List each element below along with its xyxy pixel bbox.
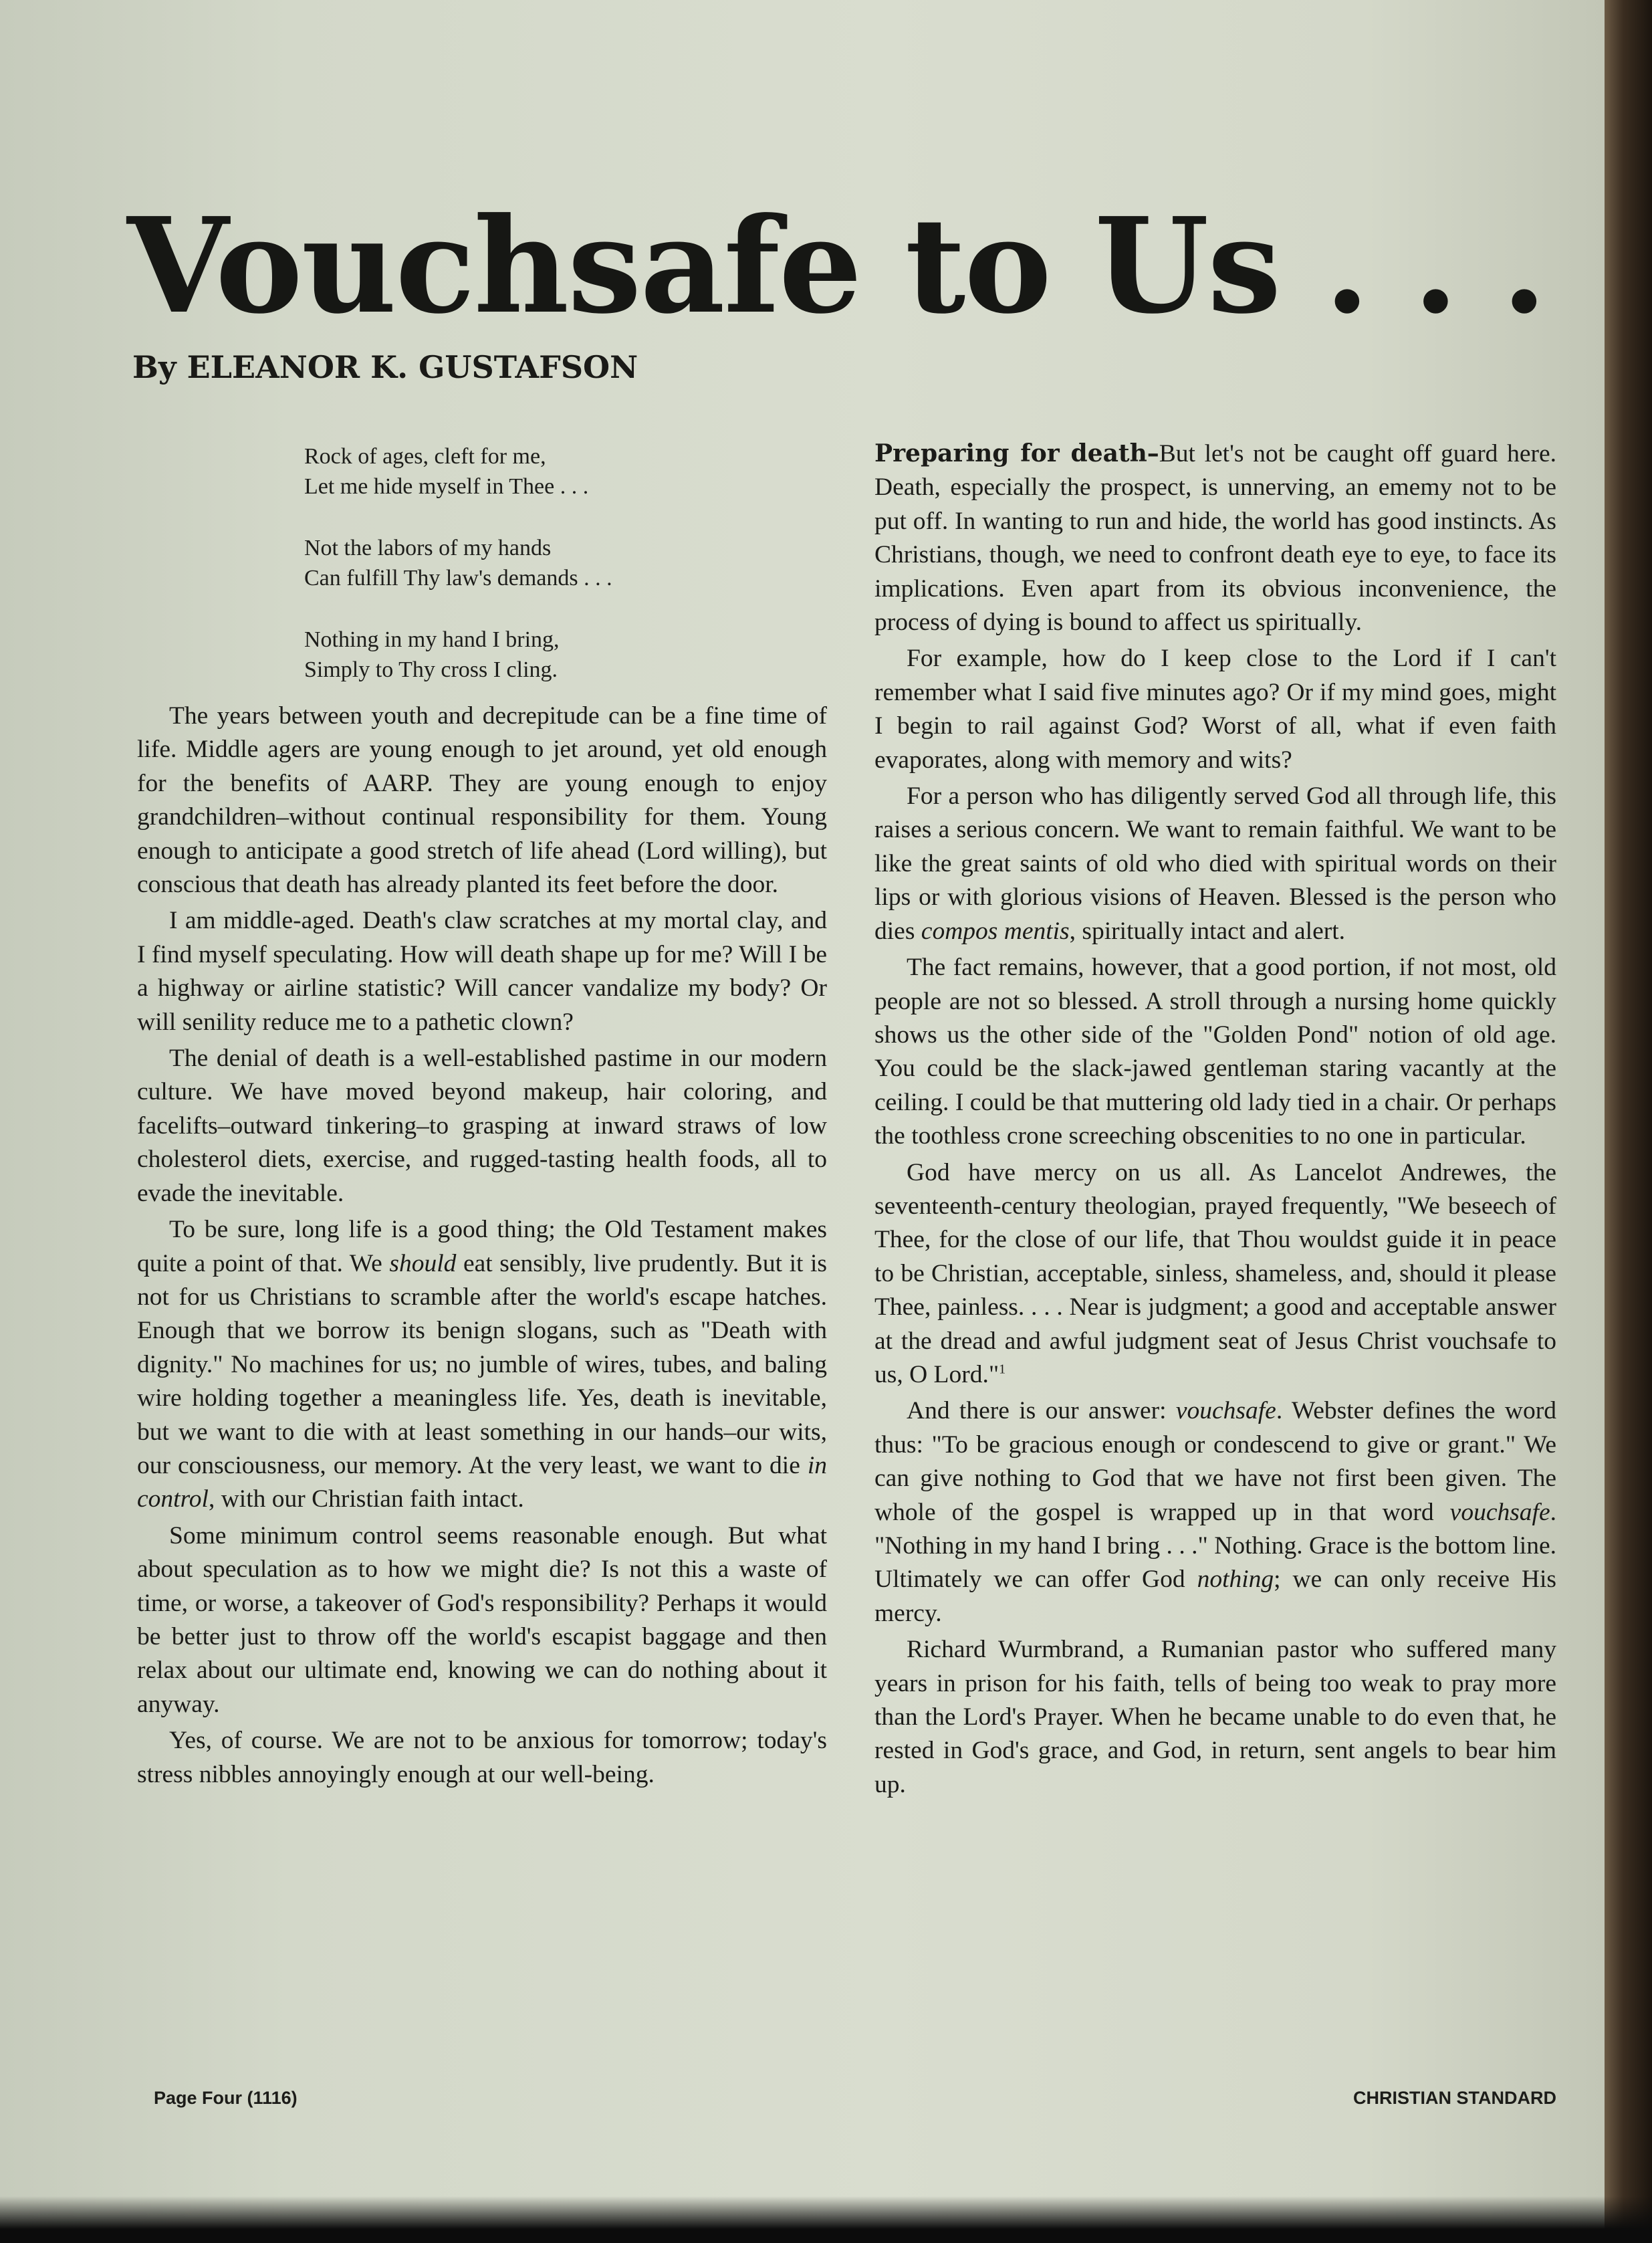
scan-shadow: [0, 2196, 1652, 2243]
text-run: But let's not be caught off guard here. Death, especially the prospect, is unnerving, an ememy not to be put off. In wanting to run and hide, the world has good instincts. As Christians, though, we need to confront death eye to eye, to face its implications. Even apart from its obvious inconvenience, the process of dying is bound to affect us spiritually.: [874, 440, 1556, 637]
binding-edge: [1605, 0, 1652, 2243]
text-run: , with our Christian faith intact.: [208, 1485, 524, 1513]
paragraph: The years between youth and decrepitude can be a fine time of life. Middle agers are young enough to jet around, yet old enough for the benefits of AARP. They are young enough to enjoy grandchildren–without continual responsibility for them. Young enough to anticipate a good stretch of life ahead (Lord willing), but conscious that death has already planted its feet before the door.: [137, 702, 827, 899]
emphasis: vouchsafe: [1449, 1498, 1550, 1526]
text-run: And there is our answer:: [907, 1397, 1176, 1425]
paragraph: Richard Wurmbrand, a Rumanian pastor who suffered many years in prison for his faith, tells of being too weak to pray more than the Lord's Prayer. When he became unable to do even that, he rested in God's grace, and God, in return, sent angels to bear him up.: [874, 1636, 1556, 1798]
text-run: God have mercy on us all. As Lancelot Andrewes, the seventeenth-century theologian, prayed frequently, "We beseech of Thee, for the close of our life, that Thou wouldst guide it in peace to be Christian, acceptable, sinless, shameless, and, should it please Thee, painless. . . . Near is judgment; a good and acceptable answer at the dread and awful judgment seat of Jesus Christ vouchsafe to us, O Lord.": [874, 1158, 1556, 1388]
hymn-epigraph: [304, 441, 612, 685]
paragraph: For example, how do I keep close to the Lord if I can't remember what I said five minutes ago? Or if my mind goes, might I begin to rail against God? Worst of all, what if even faith evaporates, along with memory and wits?: [874, 645, 1556, 774]
paragraph: The fact remains, however, that a good portion, if not most, old people are not so blessed. A stroll through a nursing home quickly shows us the other side of the "Golden Pond" notion of old age. You could be the slack-jawed gentleman staring vacantly at the ceiling. I could be that muttering old lady tied in a chair. Or perhaps the toothless crone screeching obscenities to no one in particular.: [874, 954, 1556, 1150]
article-byline: By ELEANOR K. GUSTAFSON: [132, 349, 638, 385]
footnote-marker: 1: [999, 1362, 1006, 1377]
paragraph: Yes, of course. We are not to be anxious for tomorrow; today's stress nibbles annoyingly enough at our well-being.: [137, 1727, 827, 1788]
text-run: . Webster defines the word thus: "To be gracious enough or condescend to give or grant." We can give nothing to God that we have not first been given. The whole of the gospel is wrapped up in that word: [874, 1397, 1556, 1526]
publication-name: CHRISTIAN STANDARD: [1353, 2088, 1556, 2108]
left-column: [137, 700, 827, 1794]
emphasis: in control: [137, 1451, 827, 1513]
text-run: , spiritually intact and alert.: [1069, 917, 1346, 945]
hymn-stanza: [304, 625, 612, 685]
paragraph: Some minimum control seems reasonable enough. But what about speculation as to how we might die? Is not this a waste of time, or worse, a takeover of God's responsibility? Perhaps it would be better just to throw off the world's escapist baggage and then relax about our ultimate end, knowing we can do nothing about it anyway.: [137, 1521, 827, 1718]
text-run: eat sensibly, live prudently. But it is not for us Christians to scramble after the world's escape hatches. Enough that we borrow its benign slogans, such as "Death with dignity." No machines for us; no jumble of wires, tubes, and baling wire holding together a meaningless life. Yes, death is inevitable, but we want to die with at least something in our hands–our wits, our consciousness, our memory. At the very least, we want to die: [137, 1249, 827, 1479]
hymn-stanza: [304, 533, 612, 593]
text-run: ; we can only receive His mercy.: [874, 1566, 1556, 1627]
article-title: Vouchsafe to Us . . .: [127, 189, 1546, 343]
emphasis: should: [389, 1249, 457, 1277]
paragraph: [137, 1213, 827, 1517]
text-run: For a person who has diligently served God all through life, this raises a serious concern. We want to remain faithful. We want to be like the great saints of old who died with spiritual words on their lips or with glorious visions of Heaven. Blessed is the person who dies: [874, 782, 1556, 945]
hymn-line: Nothing in my hand I bring,: [304, 627, 560, 652]
emphasis: compos mentis: [921, 917, 1070, 945]
page-number: Page Four (1116): [154, 2088, 298, 2108]
hymn-line: Let me hide myself in Thee . . .: [304, 474, 589, 499]
hymn-line: Can fulfill Thy law's demands . . .: [304, 566, 612, 591]
right-column: [874, 437, 1556, 1804]
paragraph: [874, 780, 1556, 948]
paragraph: I am middle-aged. Death's claw scratches at my mortal clay, and I find myself speculating. How will death shape up for me? Will I be a highway or airline statistic? Will cancer vandalize my body? Or will senility reduce me to a pathetic clown?: [137, 907, 827, 1036]
paragraph: [874, 1394, 1556, 1630]
text-run: . "Nothing in my hand I bring . . ." Nothing. Grace is the bottom line. Ultimately we can offer God: [874, 1498, 1556, 1594]
hymn-line: Simply to Thy cross I cling.: [304, 657, 558, 682]
hymn-line: Rock of ages, cleft for me,: [304, 444, 546, 469]
paragraph: The denial of death is a well-established pastime in our modern culture. We have moved beyond makeup, hair coloring, and facelifts–outward tinkering–to grasping at inward straws of low cholesterol diets, exercise, and rugged-tasting health foods, all to evade the inevitable.: [137, 1045, 827, 1207]
hymn-line: Not the labors of my hands: [304, 536, 552, 560]
text-run: To be sure, long life is a good thing; the Old Testament makes quite a point of that. We: [137, 1216, 827, 1277]
emphasis: nothing: [1197, 1566, 1274, 1594]
emphasis: vouchsafe: [1175, 1397, 1276, 1425]
section-run-in-head: Preparing for death–: [874, 439, 1159, 467]
paragraph: [874, 437, 1556, 639]
paragraph: [874, 1156, 1556, 1392]
hymn-stanza: [304, 441, 612, 502]
